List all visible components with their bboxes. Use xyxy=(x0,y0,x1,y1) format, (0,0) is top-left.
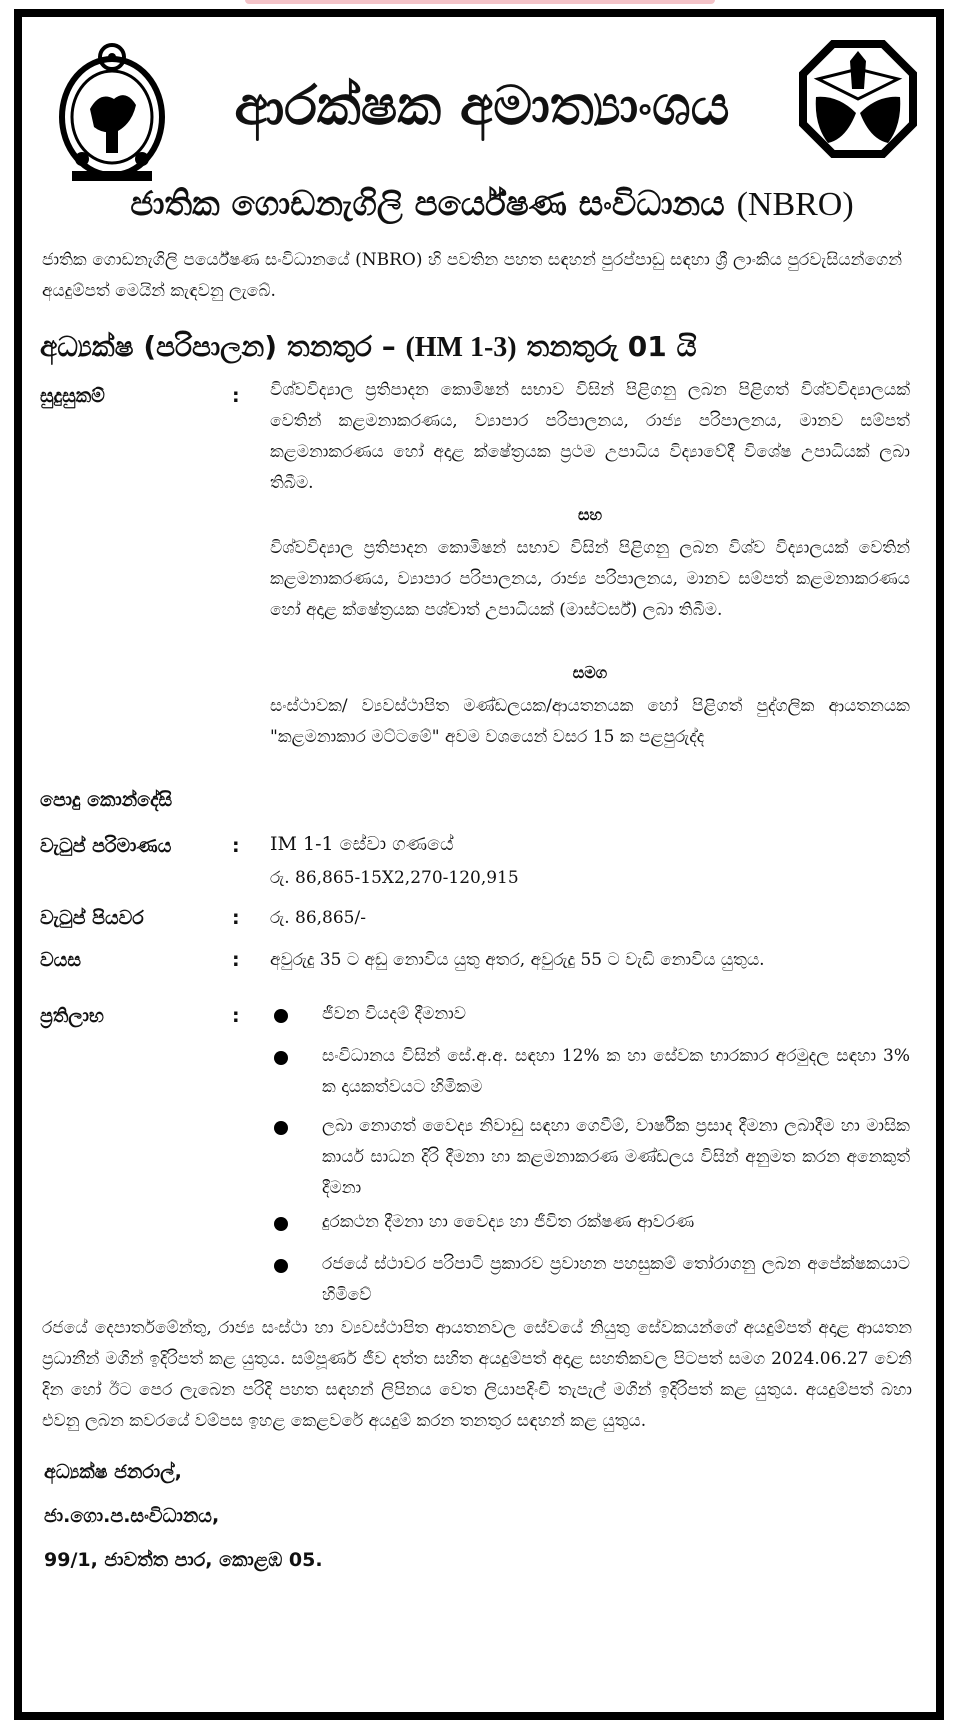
salary-step-label: වැටුප් පියවර xyxy=(40,907,144,929)
benefit-bullet-4 xyxy=(274,1217,288,1231)
qualification-para-2: විශ්වවිද්‍යාල ප්‍රතිපාදන කොමිෂන් සභාව විසින් පිළිගනු ලබන විශ්ව විද්‍යාලයක් වෙතින් කළමනාකරණය, ව්‍යාපාර පරිපාලනය, රාජ්‍ය පරිපාලනය, මානව සම්පත් කළමනාකරණය හෝ අදාළ ක්ෂේත්‍රයක පශ්චාත් උපාධියක් (මාස්ටර්ස්) ලබා තිබීම. xyxy=(270,538,910,620)
salary-step-value: රු. 86,865/- xyxy=(270,908,366,928)
organization-abbr: (NBRO) xyxy=(736,186,854,223)
benefit-bullet-1 xyxy=(274,1009,288,1023)
address-line-3: 99/1, ජාවත්ත පාර, කොළඹ 05. xyxy=(44,1549,323,1571)
post-code: (HM 1-3) xyxy=(405,332,517,363)
salary-grade: IM 1-1 සේවා ගණයේ xyxy=(270,833,454,855)
ministry-title: ආරක්ෂක අමාත්‍යාංශය xyxy=(234,74,730,137)
address-line-2: ජා.ගො.ප.සංවිධානය, xyxy=(44,1505,220,1527)
organization-name: ජාතික ගොඩනැගිලි පර්යේෂණ සංවිධානය xyxy=(130,184,737,224)
salary-scale-value: රු. 86,865-15X2,270-120,915 xyxy=(270,868,519,888)
benefit-bullet-3 xyxy=(274,1121,288,1135)
address-line-1: අධ්‍යක්ෂ ජනරාල්, xyxy=(44,1461,182,1483)
post-name: අධ්‍යක්ෂ (පරිපාලන) තනතුර – xyxy=(40,330,406,363)
benefit-item-5: රජයේ ස්ථාවර පරිපාටි ප්‍රකාරව ප්‍රවාහන පහසුකම් තෝරාගනු ලබන අපේක්ෂකයාට හිමිවේ xyxy=(322,1254,910,1305)
salary-scale-label: වැටුප් පරිමාණය xyxy=(40,835,172,857)
salary-step-colon: : xyxy=(232,907,240,929)
benefit-item-1: ජීවන වියදම් දීමනාව xyxy=(322,1004,466,1024)
general-conditions-label: පොදු කොන්දේසි xyxy=(40,789,173,811)
organization-title xyxy=(62,184,922,224)
qualification-and-2: සමග xyxy=(572,663,608,682)
advertisement-frame xyxy=(14,9,944,1720)
benefit-item-2: සංවිධානය විසින් සේ.අ.අ. සඳහා 12% ක හා සේවක භාරකාර අරමුදල සඳහා 3% ක දායකත්වයට හිමිකම xyxy=(322,1046,910,1097)
salary-scale-colon: : xyxy=(232,835,240,857)
post-count: තනතුරු 01 යි xyxy=(516,330,697,363)
sri-lanka-emblem-icon xyxy=(52,39,172,189)
age-label: වයස xyxy=(40,949,81,971)
benefit-item-4: දුරකථන දීමනා හා වෛද්‍ය හා ජීවිත රක්ෂණ ආවරණ xyxy=(322,1212,695,1232)
benefit-bullet-2 xyxy=(274,1051,288,1065)
benefits-colon: : xyxy=(232,1005,240,1027)
age-value: අවුරුදු 35 ට අඩු නොවිය යුතු අතර, අවුරුදු 55 ට වැඩි නොවිය යුතුය. xyxy=(270,950,765,970)
qualification-para-1: විශ්වවිද්‍යාල ප්‍රතිපාදන කොමිෂන් සභාව විසින් පිළිගනු ලබන පිළිගත් විශ්වවිද්‍යාලයක් වෙතින් කළමනාකරණය, ව්‍යාපාර පරිපාලනය, රාජ්‍ය පරිපාලනය, මානව සම්පත් කළමනාකරණය හෝ අදාළ ක්ෂේත්‍රයක ප්‍රථම උපාධිය විද්‍යාවේදී විශේෂ උපාධියක් ලබා තිබීම. xyxy=(270,380,910,493)
age-colon: : xyxy=(232,949,240,971)
qualifications-colon: : xyxy=(232,385,240,407)
top-bar xyxy=(0,0,961,8)
benefit-item-3: ලබා නොගත් වෛද්‍ය නිවාඩු සඳහා ගෙවීම්, වාර්ෂික ප්‍රසාද දීමනා ලබාදීම හා මාසික කාර්ය සාධන දිරි දීමනා හා කළමනාකරණ මණ්ඩලය විසින් අනුමත කරන අනෙකුත් දීමනා xyxy=(322,1116,910,1198)
qualification-para-3: සංස්ථාවක/ ව්‍යවස්ථාපිත මණ්ඩලයක/ආයතනයක හෝ පිළිගත් පුද්ගලික ආයතනයක "කළමනාකාර මට්ටමේ" අවම වශයෙන් වසර 15 ක පළපුරුද්ද xyxy=(270,696,910,747)
intro-paragraph: ජාතික ගොඩනැගිලි පර්යේෂණ සංවිධානයේ (NBRO) හි පවතින පහත සඳහන් පුරප්පාඩු සඳහා ශ්‍රී ලාංකිය පුරවැසියන්ගෙන් අයදුම්පත් මෙයින් කැඳවනු ලැබේ. xyxy=(42,250,902,301)
nbro-logo-icon xyxy=(798,39,918,159)
benefit-bullet-5 xyxy=(274,1259,288,1273)
post-title xyxy=(40,330,920,363)
benefits-label: ප්‍රතිලාභ xyxy=(40,1005,104,1027)
qualifications-label: සුදුසුකම් xyxy=(40,385,105,407)
qualification-and-1: සහ xyxy=(577,505,603,524)
top-highlight xyxy=(245,0,715,4)
closing-paragraph: රජයේ දෙපාර්තමේන්තු, රාජ්‍ය සංස්ථා හා ව්‍යවස්ථාපිත ආයතනවල සේවයේ නියුතු සේවකයන්ගේ අයදුම්පත් අදාළ ආයතන ප්‍රධානීන් මගින් ඉදිරිපත් කළ යුතුය. සම්පූර්ණ ජීව දත්ත සහිත අයදුම්පත් අදාළ සහතිකවල පිටපත් සමග 2024.06.27 වෙනි දින හෝ ඊට පෙර ලැබෙන පරිදි පහත සඳහන් ලිපිනය වෙත ලියාපදිංචි තැපැල් මගින් ඉදිරිපත් කළ යුතුය. අයදුම්පත් බහා එවනු ලබන කවරයේ වම්පස ඉහළ කෙළවරේ අයදුම් කරන තනතුර සඳහන් කළ යුතුය. xyxy=(42,1318,912,1431)
